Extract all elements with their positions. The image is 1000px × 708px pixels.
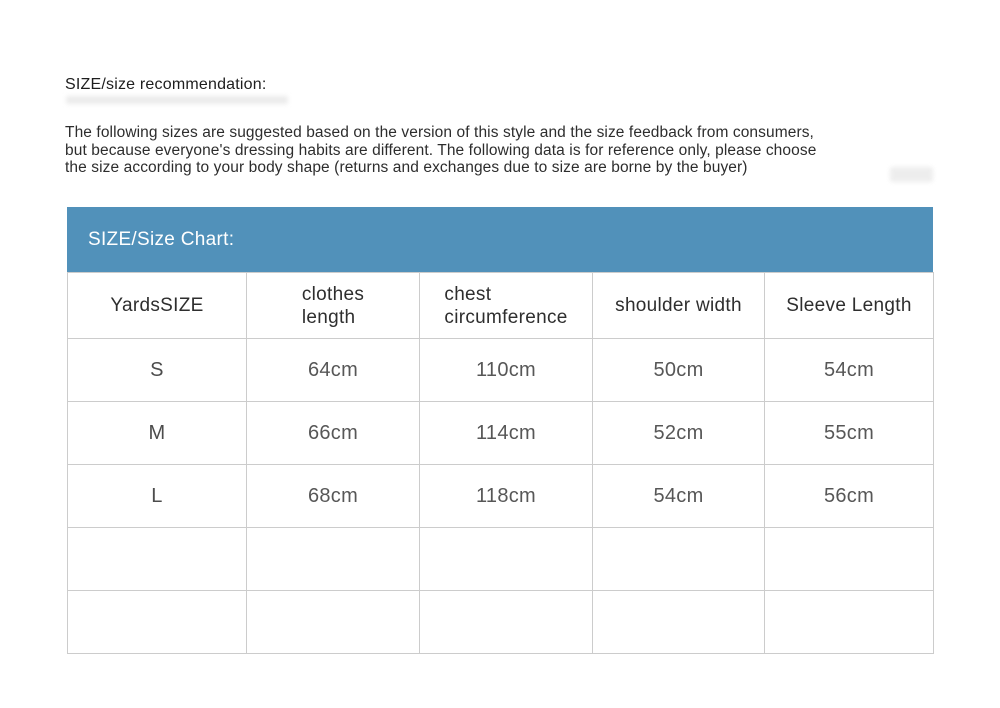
cell-chest-circumference: 110cm bbox=[420, 339, 593, 402]
paragraph-line: but because everyone's dressing habits are different. The following data is for reference only, please choose bbox=[65, 141, 817, 159]
cell-sleeve-length: 55cm bbox=[765, 402, 934, 465]
cell-shoulder-width: 54cm bbox=[593, 465, 765, 528]
column-header-shoulder-width: shoulder width bbox=[593, 273, 765, 339]
translation-artifact bbox=[66, 96, 288, 104]
cell-empty bbox=[765, 528, 934, 591]
cell-empty bbox=[68, 591, 247, 654]
cell-chest-circumference: 114cm bbox=[420, 402, 593, 465]
table-row-s bbox=[68, 339, 934, 402]
cell-empty bbox=[593, 591, 765, 654]
cell-empty bbox=[420, 528, 593, 591]
cell-clothes-length: 64cm bbox=[247, 339, 420, 402]
table-row-empty bbox=[68, 528, 934, 591]
cell-size: L bbox=[68, 465, 247, 528]
size-chart-banner-title: SIZE/Size Chart: bbox=[88, 228, 235, 250]
cell-shoulder-width: 52cm bbox=[593, 402, 765, 465]
cell-empty bbox=[247, 528, 420, 591]
cell-size: M bbox=[68, 402, 247, 465]
cell-empty bbox=[247, 591, 420, 654]
table-header-row bbox=[68, 273, 934, 339]
cell-clothes-length: 68cm bbox=[247, 465, 420, 528]
column-header-chest-circumference: chest circumference bbox=[420, 273, 593, 339]
table-row-m bbox=[68, 402, 934, 465]
table-row-l bbox=[68, 465, 934, 528]
column-header-size: YardsSIZE bbox=[68, 273, 247, 339]
size-chart-banner bbox=[67, 207, 933, 272]
cell-sleeve-length: 56cm bbox=[765, 465, 934, 528]
cell-empty bbox=[593, 528, 765, 591]
paragraph-line: the size according to your body shape (returns and exchanges due to size are borne by the buyer) bbox=[65, 159, 748, 176]
translation-artifact bbox=[890, 167, 933, 182]
page-title: SIZE/size recommendation: bbox=[65, 76, 267, 93]
cell-empty bbox=[420, 591, 593, 654]
intro-paragraph bbox=[65, 124, 816, 177]
cell-size: S bbox=[68, 339, 247, 402]
paragraph-line: The following sizes are suggested based on the version of this style and the size feedback from consumers, bbox=[65, 124, 814, 141]
cell-shoulder-width: 50cm bbox=[593, 339, 765, 402]
size-chart-table bbox=[67, 272, 934, 654]
cell-sleeve-length: 54cm bbox=[765, 339, 934, 402]
column-header-sleeve-length: Sleeve Length bbox=[765, 273, 934, 339]
cell-empty bbox=[765, 591, 934, 654]
cell-chest-circumference: 118cm bbox=[420, 465, 593, 528]
column-header-clothes-length: clothes length bbox=[247, 273, 420, 339]
cell-clothes-length: 66cm bbox=[247, 402, 420, 465]
cell-empty bbox=[68, 528, 247, 591]
table-row-empty bbox=[68, 591, 934, 654]
